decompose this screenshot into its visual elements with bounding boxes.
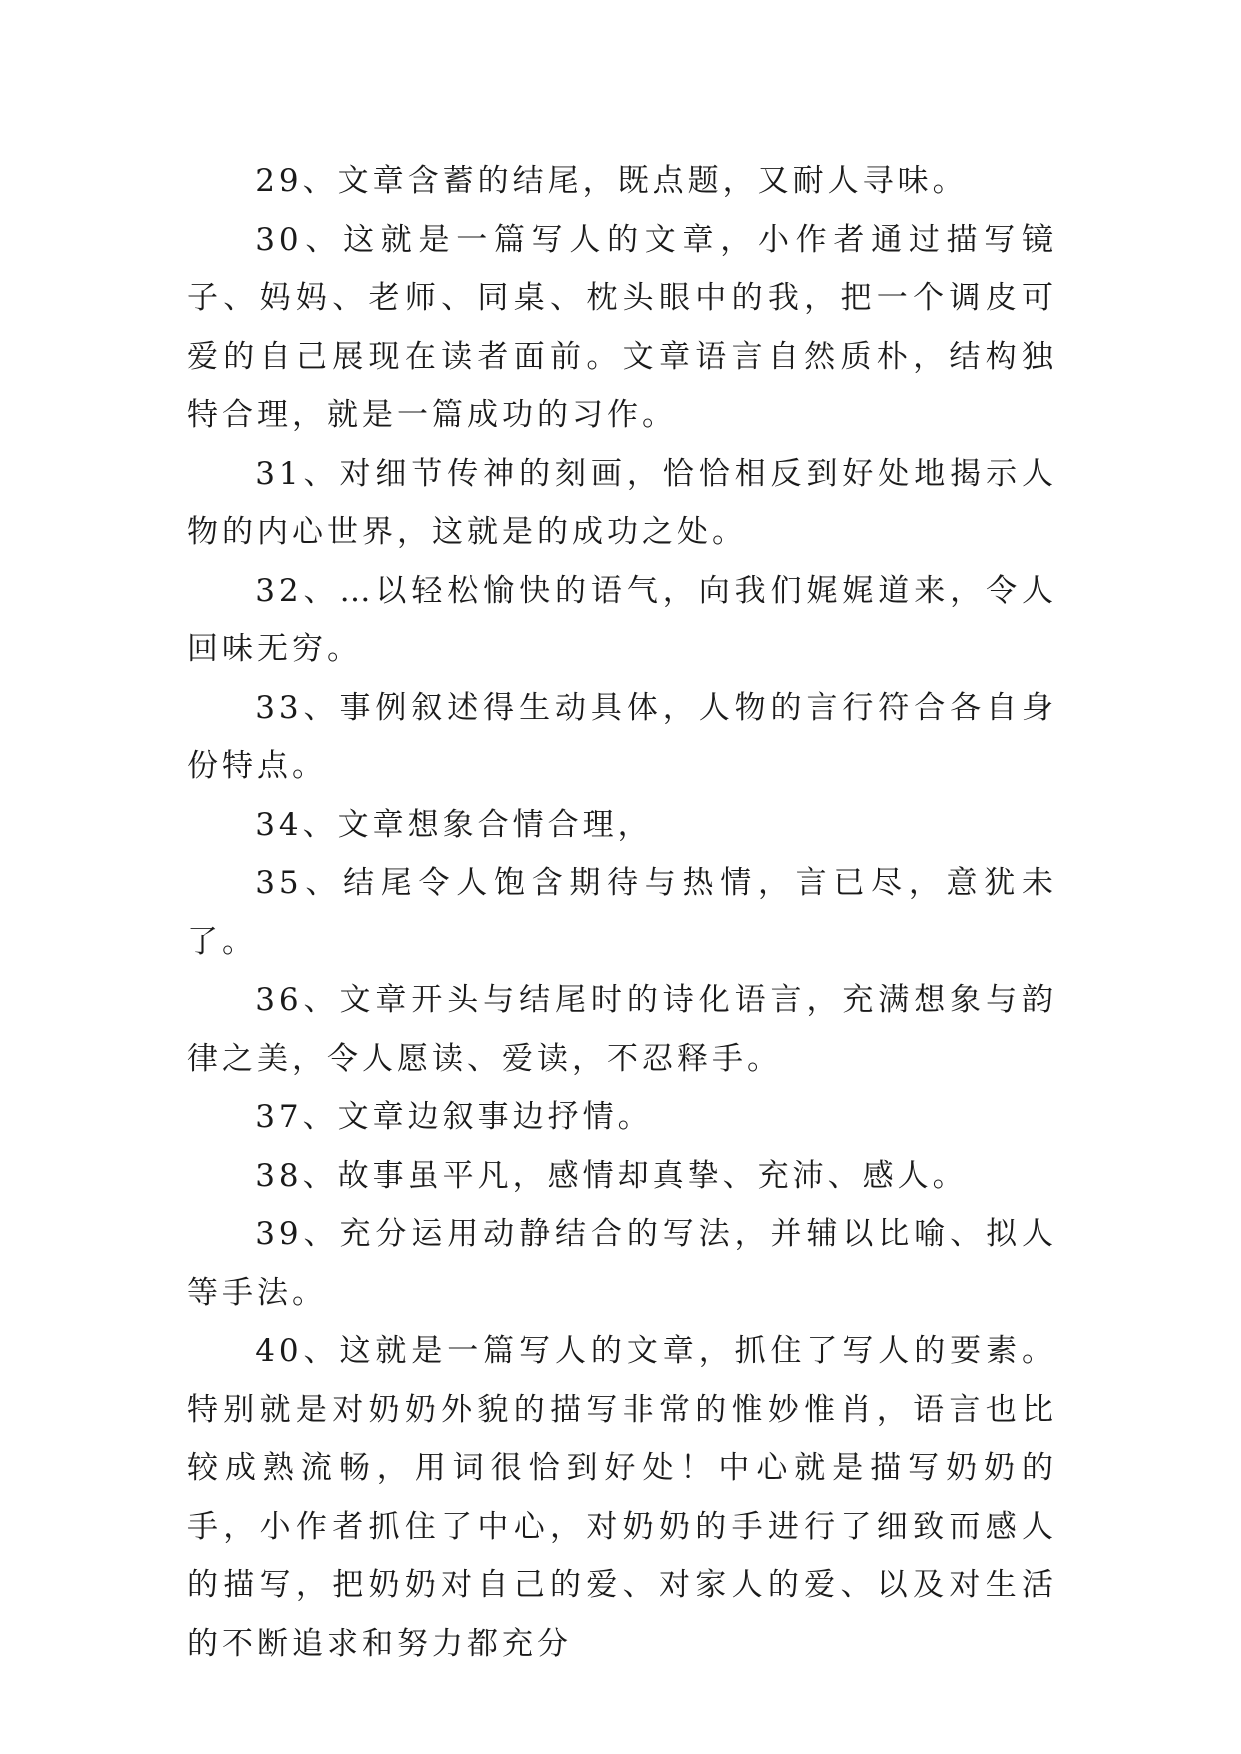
paragraph-40: 40、这就是一篇写人的文章，抓住了写人的要素。特别就是对奶奶外貌的描写非常的惟妙惟肖，语言也比较成熟流畅，用词很恰到好处！中心就是描写奶奶的手，小作者抓住了中心，对奶奶的手进行了细致而感人的描写，把奶奶对自己的爱、对家人的爱、以及对生活的不断追求和努力都充分	[187, 1333, 1057, 1662]
paragraph-30: 30、这就是一篇写人的文章，小作者通过描写镜子、妈妈、老师、同桌、枕头眼中的我，把一个调皮可爱的自己展现在读者面前。文章语言自然质朴，结构独特合理，就是一篇成功的习作。	[187, 221, 1057, 433]
paragraph-29: 29、文章含蓄的结尾，既点题，又耐人寻味。	[255, 163, 968, 199]
paragraph-31: 31、对细节传神的刻画，恰恰相反到好处地揭示人物的内心世界，这就是的成功之处。	[187, 455, 1057, 550]
paragraph-39: 39、充分运用动静结合的写法，并辅以比喻、拟人等手法。	[187, 1216, 1057, 1311]
paragraph-36: 36、文章开头与结尾时的诗化语言，充满想象与韵律之美，令人愿读、爱读，不忍释手。	[187, 982, 1057, 1077]
paragraph-35: 35、结尾令人饱含期待与热情，言已尽，意犹未了。	[187, 865, 1057, 960]
paragraph-32: 32、…以轻松愉快的语气，向我们娓娓道来，令人回味无穷。	[187, 572, 1057, 667]
paragraph-37: 37、文章边叙事边抒情。	[255, 1099, 653, 1135]
paragraph-34: 34、文章想象合情合理，	[255, 806, 653, 843]
document-body	[187, 152, 1057, 1673]
paragraph-38: 38、故事虽平凡，感情却真挚、充沛、感人。	[255, 1157, 968, 1194]
paragraph-33: 33、事例叙述得生动具体，人物的言行符合各自身份特点。	[187, 689, 1057, 784]
